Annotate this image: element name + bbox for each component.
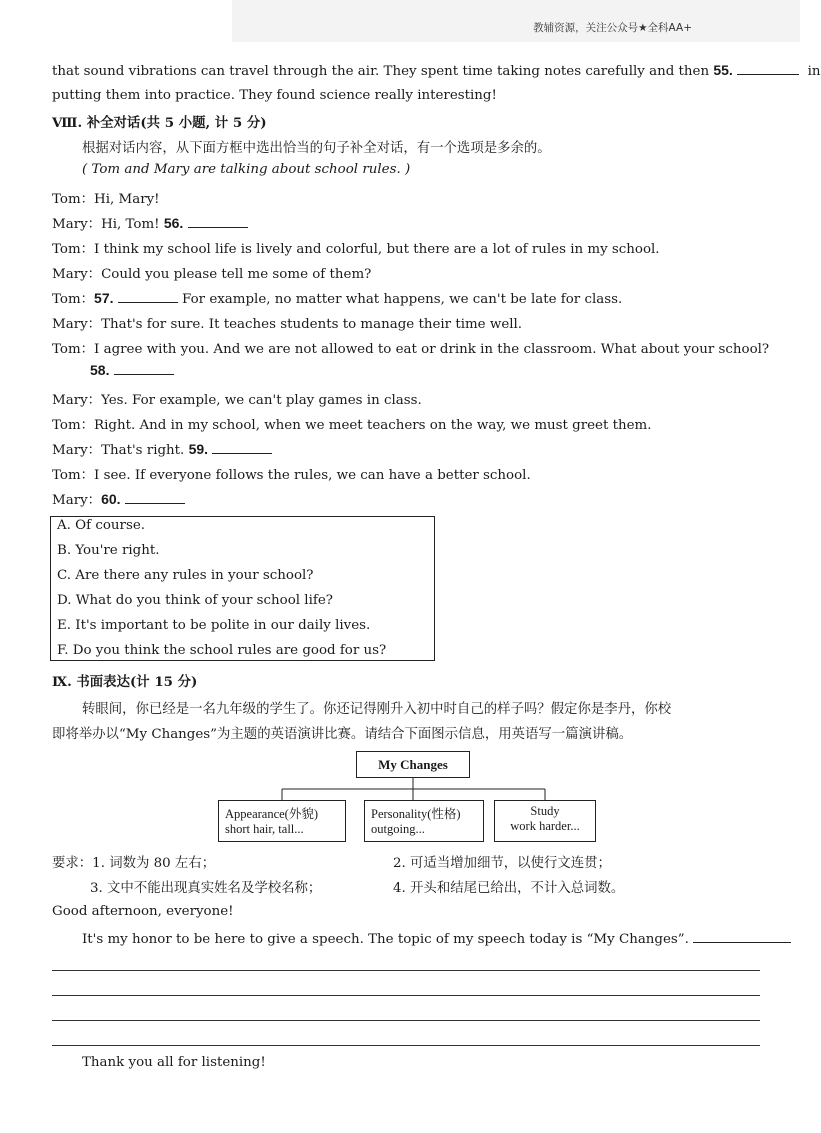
- diagram-node-personality: Personality(性格) outgoing...: [364, 800, 484, 842]
- dialogue-line: Mary：60.: [52, 489, 185, 508]
- requirement-3: 3. 文中不能出现真实姓名及学校名称；: [90, 881, 322, 896]
- option-f: F. Do you think the school rules are good for us?: [57, 643, 387, 658]
- dialogue-line: Mary：That's for sure. It teaches students to manage their time well.: [52, 317, 523, 332]
- writing-prompt-line-2: 即将举办以“My Changes”为主题的英语演讲比赛。请结合下面图示信息，用英语写一篇演讲稿。: [52, 727, 633, 742]
- passage-line-1: that sound vibrations can travel through the air. They spent time taking notes carefully and then 55. in: [52, 62, 821, 79]
- requirement-2: 2. 可适当增加细节，以使行文连贯；: [393, 856, 611, 871]
- option-a: A. Of course.: [57, 518, 146, 533]
- dialogue-line: Mary：Hi, Tom! 56.: [52, 213, 248, 232]
- writing-prompt-line-1: 转眼间，你已经是一名九年级的学生了。你还记得刚升入初中时自己的样子吗？假定你是李丹，你校: [82, 702, 672, 717]
- diagram-node-appearance: Appearance(外貌) short hair, tall...: [218, 800, 346, 842]
- dialogue-line: Mary：Yes. For example, we can't play games in class.: [52, 393, 422, 408]
- diagram-node-study: Study work harder...: [494, 800, 596, 842]
- question-number-60: 60.: [101, 491, 121, 507]
- option-d: D. What do you think of your school life?: [57, 593, 333, 608]
- writing-line[interactable]: [52, 1020, 760, 1021]
- header-watermark: 教辅资源，关注公众号★全科AA+: [533, 22, 692, 34]
- speech-closing: Thank you all for listening!: [82, 1055, 266, 1070]
- option-c: C. Are there any rules in your school?: [57, 568, 314, 583]
- dialogue-line: Mary：That's right. 59.: [52, 439, 272, 458]
- question-number-58: 58.: [90, 362, 110, 378]
- question-number-57: 57.: [94, 290, 114, 306]
- dialogue-line: Tom：I agree with you. And we are not allowed to eat or drink in the classroom. What about your school?: [52, 342, 770, 357]
- writing-line[interactable]: [52, 1045, 760, 1046]
- option-b: B. You're right.: [57, 543, 160, 558]
- requirement-4: 4. 开头和结尾已给出，不计入总词数。: [393, 881, 625, 896]
- passage-line-2: putting them into practice. They found science really interesting!: [52, 88, 497, 103]
- diagram-root: My Changes: [356, 751, 470, 778]
- writing-blank-first[interactable]: [693, 930, 791, 943]
- dialogue-line: Tom：57. For example, no matter what happens, we can't be late for class.: [52, 290, 623, 307]
- speech-opening: It's my honor to be here to give a speech. The topic of my speech today is “My Changes”.: [82, 930, 791, 947]
- dialogue-line: Tom：I think my school life is lively and colorful, but there are a lot of rules in my school.: [52, 242, 660, 257]
- dialogue-line: Mary：Could you please tell me some of them?: [52, 267, 372, 282]
- speech-greeting: Good afternoon, everyone!: [52, 904, 234, 919]
- section-9-title: Ⅸ. 书面表达(计 15 分): [52, 674, 198, 690]
- requirement-1: 要求：1. 词数为 80 左右；: [52, 856, 216, 871]
- dialogue-line: Tom：Right. And in my school, when we meet teachers on the way, we must greet them.: [52, 418, 652, 433]
- question-number-55: 55.: [713, 62, 733, 78]
- option-e: E. It's important to be polite in our daily lives.: [57, 618, 371, 633]
- writing-line[interactable]: [52, 995, 760, 996]
- section-8-instruction: 根据对话内容，从下面方框中选出恰当的句子补全对话，有一个选项是多余的。: [82, 141, 551, 156]
- section-8-title: Ⅷ. 补全对话(共 5 小题, 计 5 分): [52, 115, 267, 131]
- dialogue-line: Tom：I see. If everyone follows the rules, we can have a better school.: [52, 468, 531, 483]
- writing-line[interactable]: [52, 970, 760, 971]
- dialogue-line: Tom：Hi, Mary!: [52, 192, 160, 207]
- dialogue-context: ( Tom and Mary are talking about school rules. ): [82, 162, 411, 177]
- question-number-56: 56.: [163, 215, 184, 231]
- question-number-59: 59.: [188, 441, 209, 457]
